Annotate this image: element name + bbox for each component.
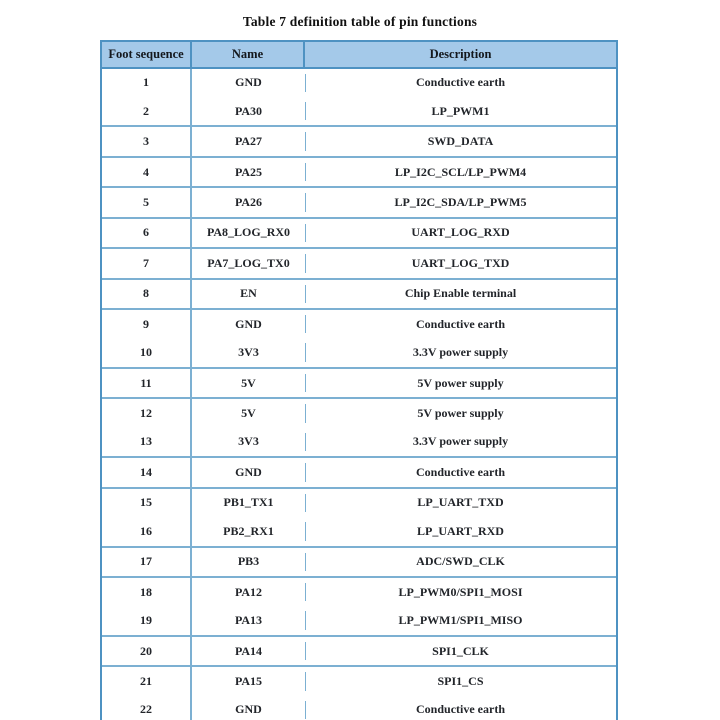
cell-foot-sequence: 16 bbox=[102, 517, 192, 545]
cell-foot-sequence: 19 bbox=[102, 606, 192, 634]
row-group bbox=[102, 458, 616, 488]
row-group bbox=[102, 188, 616, 218]
cell-foot-sequence: 10 bbox=[102, 338, 192, 366]
cell-name: EN bbox=[240, 286, 257, 301]
row-group bbox=[102, 158, 616, 188]
cell-name: 3V3 bbox=[238, 345, 259, 360]
cell-foot-sequence: 12 bbox=[102, 399, 192, 427]
cell-description: Conductive earth bbox=[305, 696, 616, 720]
column-header-description: Description bbox=[429, 46, 492, 61]
table-row bbox=[102, 127, 616, 155]
table-row bbox=[102, 310, 616, 338]
table-row bbox=[102, 667, 616, 695]
cell-foot-sequence: 20 bbox=[102, 637, 192, 665]
table-row bbox=[102, 97, 616, 125]
cell-name: GND bbox=[235, 316, 262, 331]
cell-name: 3V3 bbox=[238, 434, 259, 449]
table-row bbox=[102, 219, 616, 247]
cell-description: SPI1_CLK bbox=[305, 637, 616, 665]
cell-name: PA7_LOG_TX0 bbox=[207, 255, 290, 270]
cell-foot-sequence: 11 bbox=[102, 369, 192, 397]
cell-foot-sequence: 1 bbox=[102, 69, 192, 97]
cell-name: PB3 bbox=[237, 554, 260, 569]
row-group bbox=[102, 578, 616, 637]
cell-name: PB2_RX1 bbox=[223, 523, 274, 538]
table-row bbox=[102, 399, 616, 427]
cell-name: PA30 bbox=[234, 103, 263, 118]
cell-description: LP_UART_RXD bbox=[305, 517, 616, 545]
table-title: Table 7 definition table of pin functions bbox=[242, 14, 478, 29]
row-group bbox=[102, 637, 616, 667]
table-row bbox=[102, 548, 616, 576]
cell-foot-sequence: 5 bbox=[102, 188, 192, 216]
table-row bbox=[102, 606, 616, 634]
cell-name: PA14 bbox=[234, 643, 263, 658]
row-group bbox=[102, 548, 616, 578]
cell-description: 5V power supply bbox=[305, 369, 616, 397]
table-row bbox=[102, 428, 616, 456]
table-row bbox=[102, 158, 616, 186]
pin-function-table bbox=[100, 40, 618, 720]
cell-foot-sequence: 7 bbox=[102, 249, 192, 277]
cell-description: 3.3V power supply bbox=[305, 428, 616, 456]
table-row bbox=[102, 369, 616, 397]
cell-name: GND bbox=[235, 75, 262, 90]
table-header-row bbox=[102, 42, 616, 69]
cell-description: LP_UART_TXD bbox=[305, 489, 616, 517]
cell-name: PA25 bbox=[234, 164, 263, 179]
cell-description: LP_PWM1/SPI1_MISO bbox=[305, 606, 616, 634]
cell-description: 5V power supply bbox=[305, 399, 616, 427]
cell-description: SWD_DATA bbox=[305, 127, 616, 155]
cell-foot-sequence: 15 bbox=[102, 489, 192, 517]
cell-description: LP_PWM0/SPI1_MOSI bbox=[305, 578, 616, 606]
row-group bbox=[102, 667, 616, 720]
cell-description: LP_I2C_SDA/LP_PWM5 bbox=[305, 188, 616, 216]
table-row bbox=[102, 69, 616, 97]
table-row bbox=[102, 517, 616, 545]
table-row bbox=[102, 637, 616, 665]
row-group bbox=[102, 127, 616, 157]
table-row bbox=[102, 578, 616, 606]
cell-description: Conductive earth bbox=[305, 310, 616, 338]
cell-description: UART_LOG_RXD bbox=[305, 219, 616, 247]
table-row bbox=[102, 489, 616, 517]
cell-name: PA27 bbox=[234, 134, 263, 149]
cell-foot-sequence: 17 bbox=[102, 548, 192, 576]
cell-foot-sequence: 13 bbox=[102, 428, 192, 456]
cell-name: PA8_LOG_RX0 bbox=[206, 225, 291, 240]
table-row bbox=[102, 280, 616, 308]
row-group bbox=[102, 369, 616, 399]
cell-description: SPI1_CS bbox=[305, 667, 616, 695]
cell-name: 5V bbox=[241, 406, 256, 421]
cell-name: GND bbox=[235, 464, 262, 479]
cell-foot-sequence: 14 bbox=[102, 458, 192, 486]
table-row bbox=[102, 249, 616, 277]
cell-foot-sequence: 6 bbox=[102, 219, 192, 247]
cell-name: PA26 bbox=[234, 194, 263, 209]
cell-description: ADC/SWD_CLK bbox=[305, 548, 616, 576]
table-row bbox=[102, 696, 616, 720]
cell-foot-sequence: 3 bbox=[102, 127, 192, 155]
table-row bbox=[102, 188, 616, 216]
cell-description: UART_LOG_TXD bbox=[305, 249, 616, 277]
cell-foot-sequence: 4 bbox=[102, 158, 192, 186]
row-group bbox=[102, 489, 616, 548]
row-group bbox=[102, 310, 616, 369]
cell-description: Chip Enable terminal bbox=[305, 280, 616, 308]
table-row bbox=[102, 338, 616, 366]
column-header-name: Name bbox=[192, 42, 305, 67]
cell-name: GND bbox=[235, 702, 262, 717]
cell-description: Conductive earth bbox=[305, 69, 616, 97]
cell-description: 3.3V power supply bbox=[305, 338, 616, 366]
table-row bbox=[102, 458, 616, 486]
row-group bbox=[102, 219, 616, 249]
cell-name: PA15 bbox=[234, 673, 263, 688]
cell-name: PA13 bbox=[234, 613, 263, 628]
cell-foot-sequence: 21 bbox=[102, 667, 192, 695]
row-group bbox=[102, 249, 616, 279]
row-group bbox=[102, 399, 616, 458]
cell-foot-sequence: 9 bbox=[102, 310, 192, 338]
cell-description: LP_PWM1 bbox=[305, 97, 616, 125]
cell-name: 5V bbox=[241, 375, 256, 390]
row-group bbox=[102, 69, 616, 128]
cell-foot-sequence: 22 bbox=[102, 696, 192, 720]
cell-foot-sequence: 18 bbox=[102, 578, 192, 606]
cell-description: Conductive earth bbox=[305, 458, 616, 486]
row-group bbox=[102, 280, 616, 310]
cell-foot-sequence: 2 bbox=[102, 97, 192, 125]
column-header-foot-sequence: Foot sequence bbox=[102, 42, 192, 67]
cell-description: LP_I2C_SCL/LP_PWM4 bbox=[305, 158, 616, 186]
cell-foot-sequence: 8 bbox=[102, 280, 192, 308]
cell-name: PA12 bbox=[234, 584, 263, 599]
cell-name: PB1_TX1 bbox=[223, 495, 274, 510]
